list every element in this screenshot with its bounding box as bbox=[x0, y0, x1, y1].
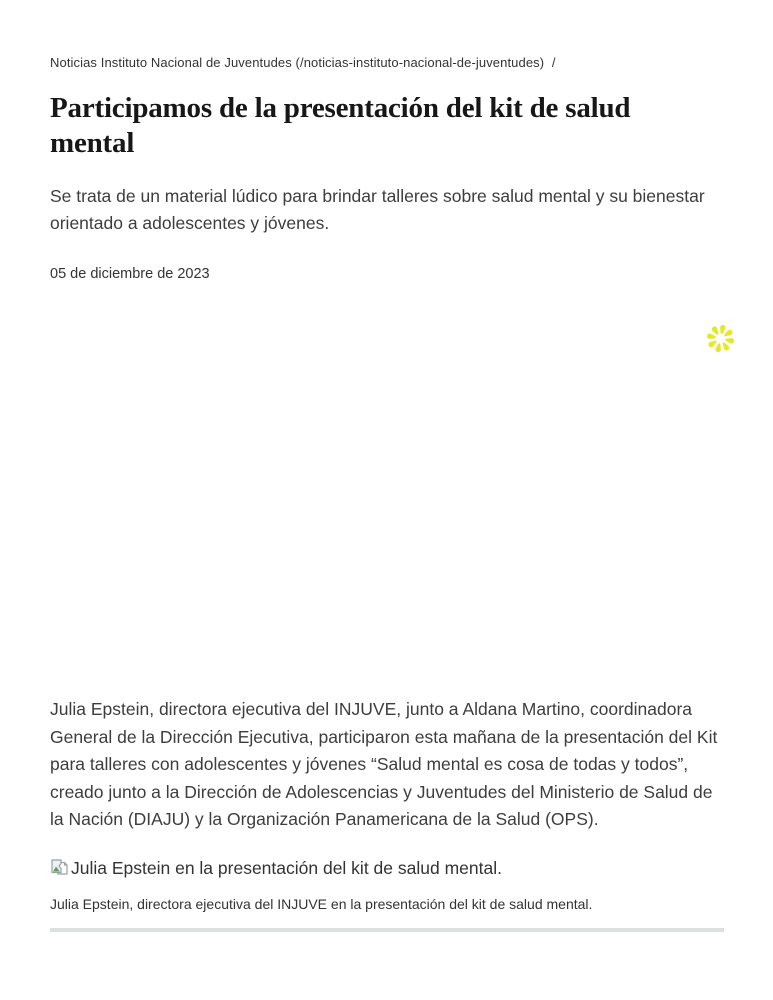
broken-image-icon bbox=[50, 857, 70, 877]
image-caption: Julia Epstein, directora ejecutiva del INJUVE en la presentación del kit de salud mental. bbox=[50, 895, 593, 912]
article-date: 05 de diciembre de 2023 bbox=[50, 266, 210, 282]
image-alt-text: Julia Epstein en la presentación del kit de salud mental. bbox=[71, 857, 502, 878]
breadcrumb-separator: / bbox=[551, 55, 556, 70]
footer-divider bbox=[50, 928, 724, 932]
hero-image-loading-placeholder bbox=[50, 301, 724, 691]
inline-image-broken bbox=[50, 856, 724, 880]
article-body: Julia Epstein, directora ejecutiva del INJUVE, junto a Aldana Martino, coordinadora General de la Dirección Ejecutiva, participaron esta mañana de la presentación del Kit para talleres con adolescentes y jóvenes “Salud mental es cosa de todas y todos”, creado junto a la Dirección de Adolescencias y Juventudes del Ministerio de Salud de la Nación (DIAJU) y la Organización Panamericana de la Salud (OPS). bbox=[50, 699, 718, 829]
page-title: Participamos de la presentación del kit de salud mental bbox=[50, 92, 631, 159]
loading-spinner-icon bbox=[705, 323, 736, 354]
breadcrumb-link[interactable]: Noticias Instituto Nacional de Juventudes (/noticias-instituto-nacional-de-juventudes) bbox=[50, 55, 545, 70]
breadcrumb bbox=[50, 0, 724, 71]
article-lede: Se trata de un material lúdico para brindar talleres sobre salud mental y su bienestar orientado a adolescentes y jóvenes. bbox=[50, 186, 705, 233]
